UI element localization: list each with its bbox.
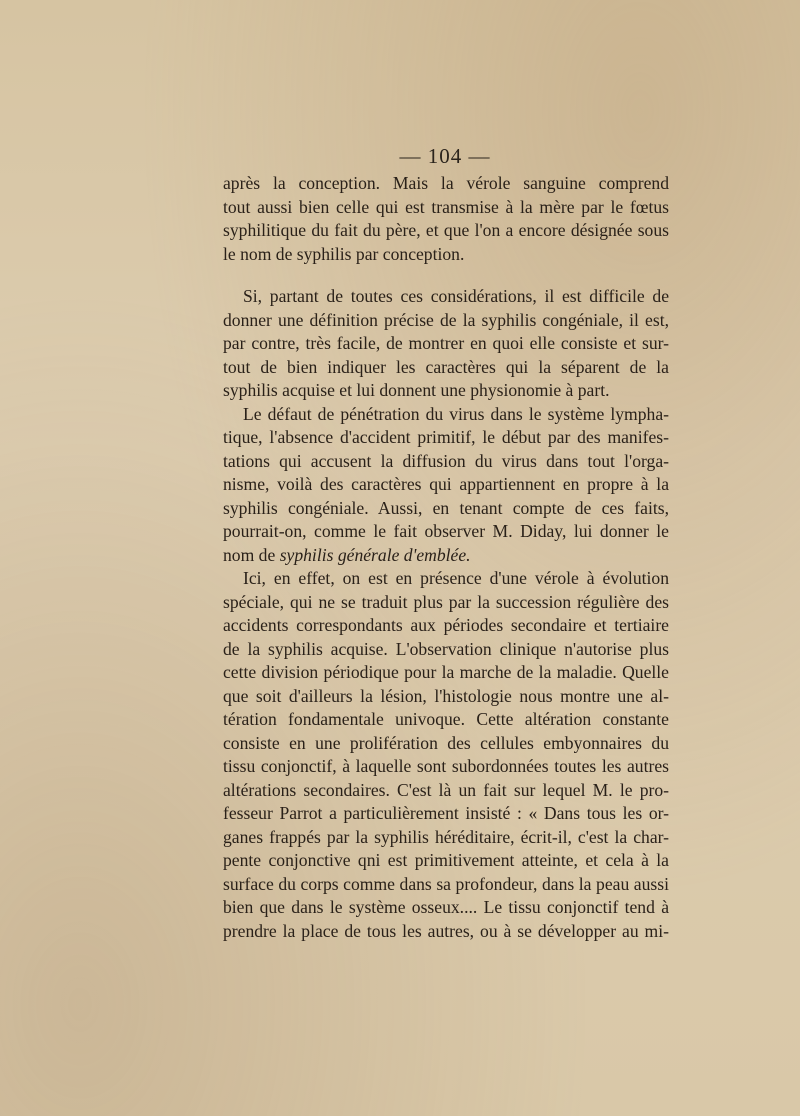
text-line: tations qui accusent la diffusion du virus dans tout l'orga-: [223, 450, 669, 471]
text-line: spéciale, qui ne se traduit plus par la succession régulière des: [223, 591, 669, 612]
text-line: tissu conjonctif, à laquelle sont subordonnées toutes les autres: [223, 756, 669, 776]
paragraph-2: [223, 285, 669, 403]
page-number: — 104 —: [399, 144, 491, 168]
text-line: altérations secondaires. C'est là un fait sur lequel M. le pro-: [223, 779, 669, 800]
text-line: syphilis acquise et lui donnent une physionomie à part.: [223, 380, 610, 400]
text-line: bien que dans le système osseux.... Le tissu conjonctif tend à: [223, 897, 669, 917]
text-line: tout de bien indiquer les caractères qui la séparent de la: [223, 356, 669, 377]
text-line: nisme, voilà des caractères qui appartiennent en propre à la: [223, 474, 669, 494]
text-line: Le défaut de pénétration du virus dans le système lympha-: [243, 403, 669, 424]
text-line: le nom de syphilis par conception.: [223, 243, 465, 264]
text-line: tique, l'absence d'accident primitif, le début par des manifes-: [223, 427, 669, 447]
text-run: nom de: [223, 544, 280, 565]
text-line: consiste en une prolifération des cellules embyonnaires du: [223, 732, 669, 753]
text-line: surface du corps comme dans sa profondeur, dans la peau aussi: [223, 873, 669, 894]
text-line: après la conception. Mais la vérole sanguine comprend: [223, 173, 669, 193]
text-line: [223, 544, 669, 568]
italic-phrase: syphilis générale d'emblée.: [279, 544, 471, 565]
text-line: fesseur Parrot a particulièrement insisté : « Dans tous les or-: [223, 803, 669, 823]
text-line: cette division périodique pour la marche de la maladie. Quelle: [223, 662, 669, 682]
text-line: que soit d'ailleurs la lésion, l'histologie nous montre une al-: [223, 685, 669, 706]
text-line: tout aussi bien celle qui est transmise à la mère par le fœtus: [223, 196, 669, 217]
text-line: accidents correspondants aux périodes secondaire et tertiaire: [223, 615, 669, 635]
text-line: donner une définition précise de la syphilis congéniale, il est,: [223, 309, 669, 330]
text-line: prendre la place de tous les autres, ou à se développer au mi-: [223, 920, 669, 941]
paragraph-gap: [223, 266, 669, 285]
paragraph-1: [223, 172, 669, 266]
text-line: syphilitique du fait du père, et que l'on a encore désignée sous: [223, 220, 669, 240]
text-line: tération fondamentale univoque. Cette altération constante: [223, 709, 669, 729]
text-line: pente conjonctive qni est primitivement atteinte, et cela à la: [223, 850, 669, 870]
text-line: par contre, très facile, de montrer en quoi elle consiste et sur-: [223, 333, 669, 353]
text-line: de la syphilis acquise. L'observation clinique n'autorise plus: [223, 638, 669, 659]
text-line: Si, partant de toutes ces considérations, il est difficile de: [243, 286, 669, 306]
text-line: syphilis congéniale. Aussi, en tenant compte de ces faits,: [223, 497, 669, 518]
body-text: [223, 172, 669, 943]
text-line: Ici, en effet, on est en présence d'une vérole à évolution: [243, 568, 669, 588]
paragraph-3: [223, 403, 669, 568]
paragraph-4: [223, 567, 669, 943]
text-line: pourrait-on, comme le fait observer M. Diday, lui donner le: [223, 521, 669, 541]
text-line: ganes frappés par la syphilis héréditaire, écrit-il, c'est la char-: [223, 826, 669, 847]
